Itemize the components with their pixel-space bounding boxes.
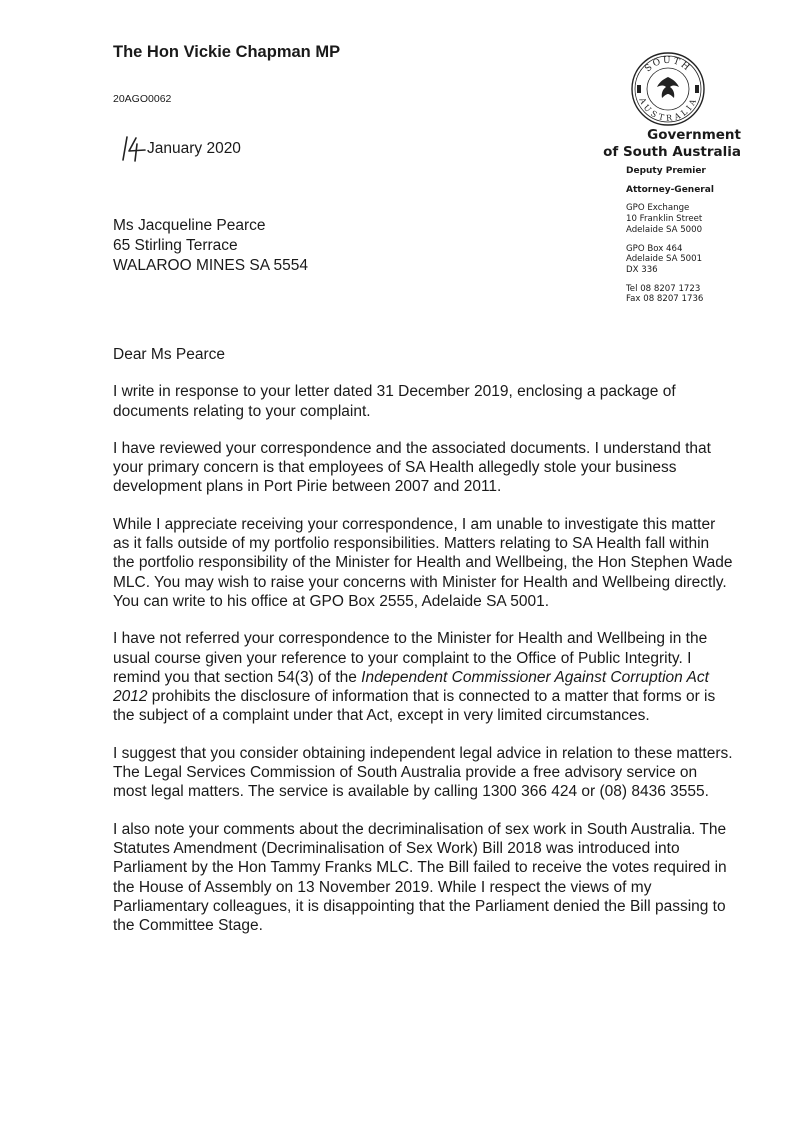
reference-number: 20AGO0062 [113,93,172,105]
street-address [626,203,714,235]
office-details [626,166,714,305]
salutation: Dear Ms Pearce [113,346,225,363]
recipient-address [113,216,308,276]
role-deputy-premier: Deputy Premier [626,166,706,176]
recipient-name: Ms Jacqueline Pearce [113,217,266,234]
recipient-town: WALAROO MINES SA 5554 [113,257,308,274]
organisation-name [560,127,741,161]
paragraph-4 [113,629,733,725]
role-attorney-general: Attorney-General [626,184,714,195]
organisation-line1: Government [647,127,741,143]
address-line: 10 Franklin Street [626,214,703,225]
act-title: Independent Commissioner Against Corruption Act 2012 [113,668,709,706]
contact-numbers [626,284,714,305]
address-line: GPO Box 464 [626,243,683,254]
paragraph-4-start: I have not referred your correspondence to the Minister for Health and Wellbeing in the usual course given your reference to your complaint to the Office of Public Integrity. I remind you that section 54(3) of the [113,630,708,686]
date-month-year: January 2020 [147,140,241,157]
sender-name: The Hon Vickie Chapman MP [113,43,341,61]
paragraph-4-end: prohibits the disclosure of information that is connected to a matter that forms or is the subject of a complaint under that Act, except in very limited circumstances. [113,688,716,725]
telephone: Tel 08 8207 1723 [626,283,701,294]
fax: Fax 08 8207 1736 [626,294,704,305]
south-australia-seal-icon [630,51,706,127]
organisation-line2: of South Australia [603,144,741,160]
paragraph-2: I have reviewed your correspondence and the associated documents. I understand that your primary concern is that employees of SA Health allegedly stole your business development plans in Port Pirie between 2007 and 2011. [113,439,711,496]
paragraph-6: I also note your comments about the decriminalisation of sex work in South Australia. The Statutes Amendment (Decriminalisation of Sex Work) Bill 2018 was introduced into Parliament by the Hon Tammy Franks MLC. The Bill failed to receive the votes required in the House of Assembly on 13 November 2019. While I respect the views of my Parliamentary colleagues, it is disappointing that the Parliament denied the Bill passing to the Committee Stage. [113,820,727,935]
address-line: Adelaide SA 5001 [626,254,703,265]
svg-text:AUSTRALIA: AUSTRALIA [637,96,699,123]
paragraph-5: I suggest that you consider obtaining independent legal advice in relation to these matters. The Legal Services Commission of South Australia provide a free advisory service on most legal matters. The service is available by calling 1300 366 424 or (08) 8436 3555. [113,744,733,801]
handwritten-day [120,134,150,164]
address-line: DX 336 [626,264,658,275]
svg-text:SOUTH: SOUTH [643,55,693,75]
recipient-street: 65 Stirling Terrace [113,237,238,254]
address-line: GPO Exchange [626,203,690,214]
address-line: Adelaide SA 5000 [626,224,703,235]
postal-address [626,244,714,276]
paragraph-1: I write in response to your letter dated 31 December 2019, enclosing a package of documents relating to your complaint. [113,383,676,420]
letter-body [113,345,733,953]
paragraph-3: While I appreciate receiving your correspondence, I am unable to investigate this matter as it falls outside of my portfolio responsibilities. Matters relating to SA Health fall within the portfolio responsibility of the Minister for Health and Wellbeing, the Hon Stephen Wade MLC. You may wish to raise your concerns with Minister for Health and Wellbeing directly. You can write to his office at GPO Box 2555, Adelaide SA 5001. [113,515,733,610]
